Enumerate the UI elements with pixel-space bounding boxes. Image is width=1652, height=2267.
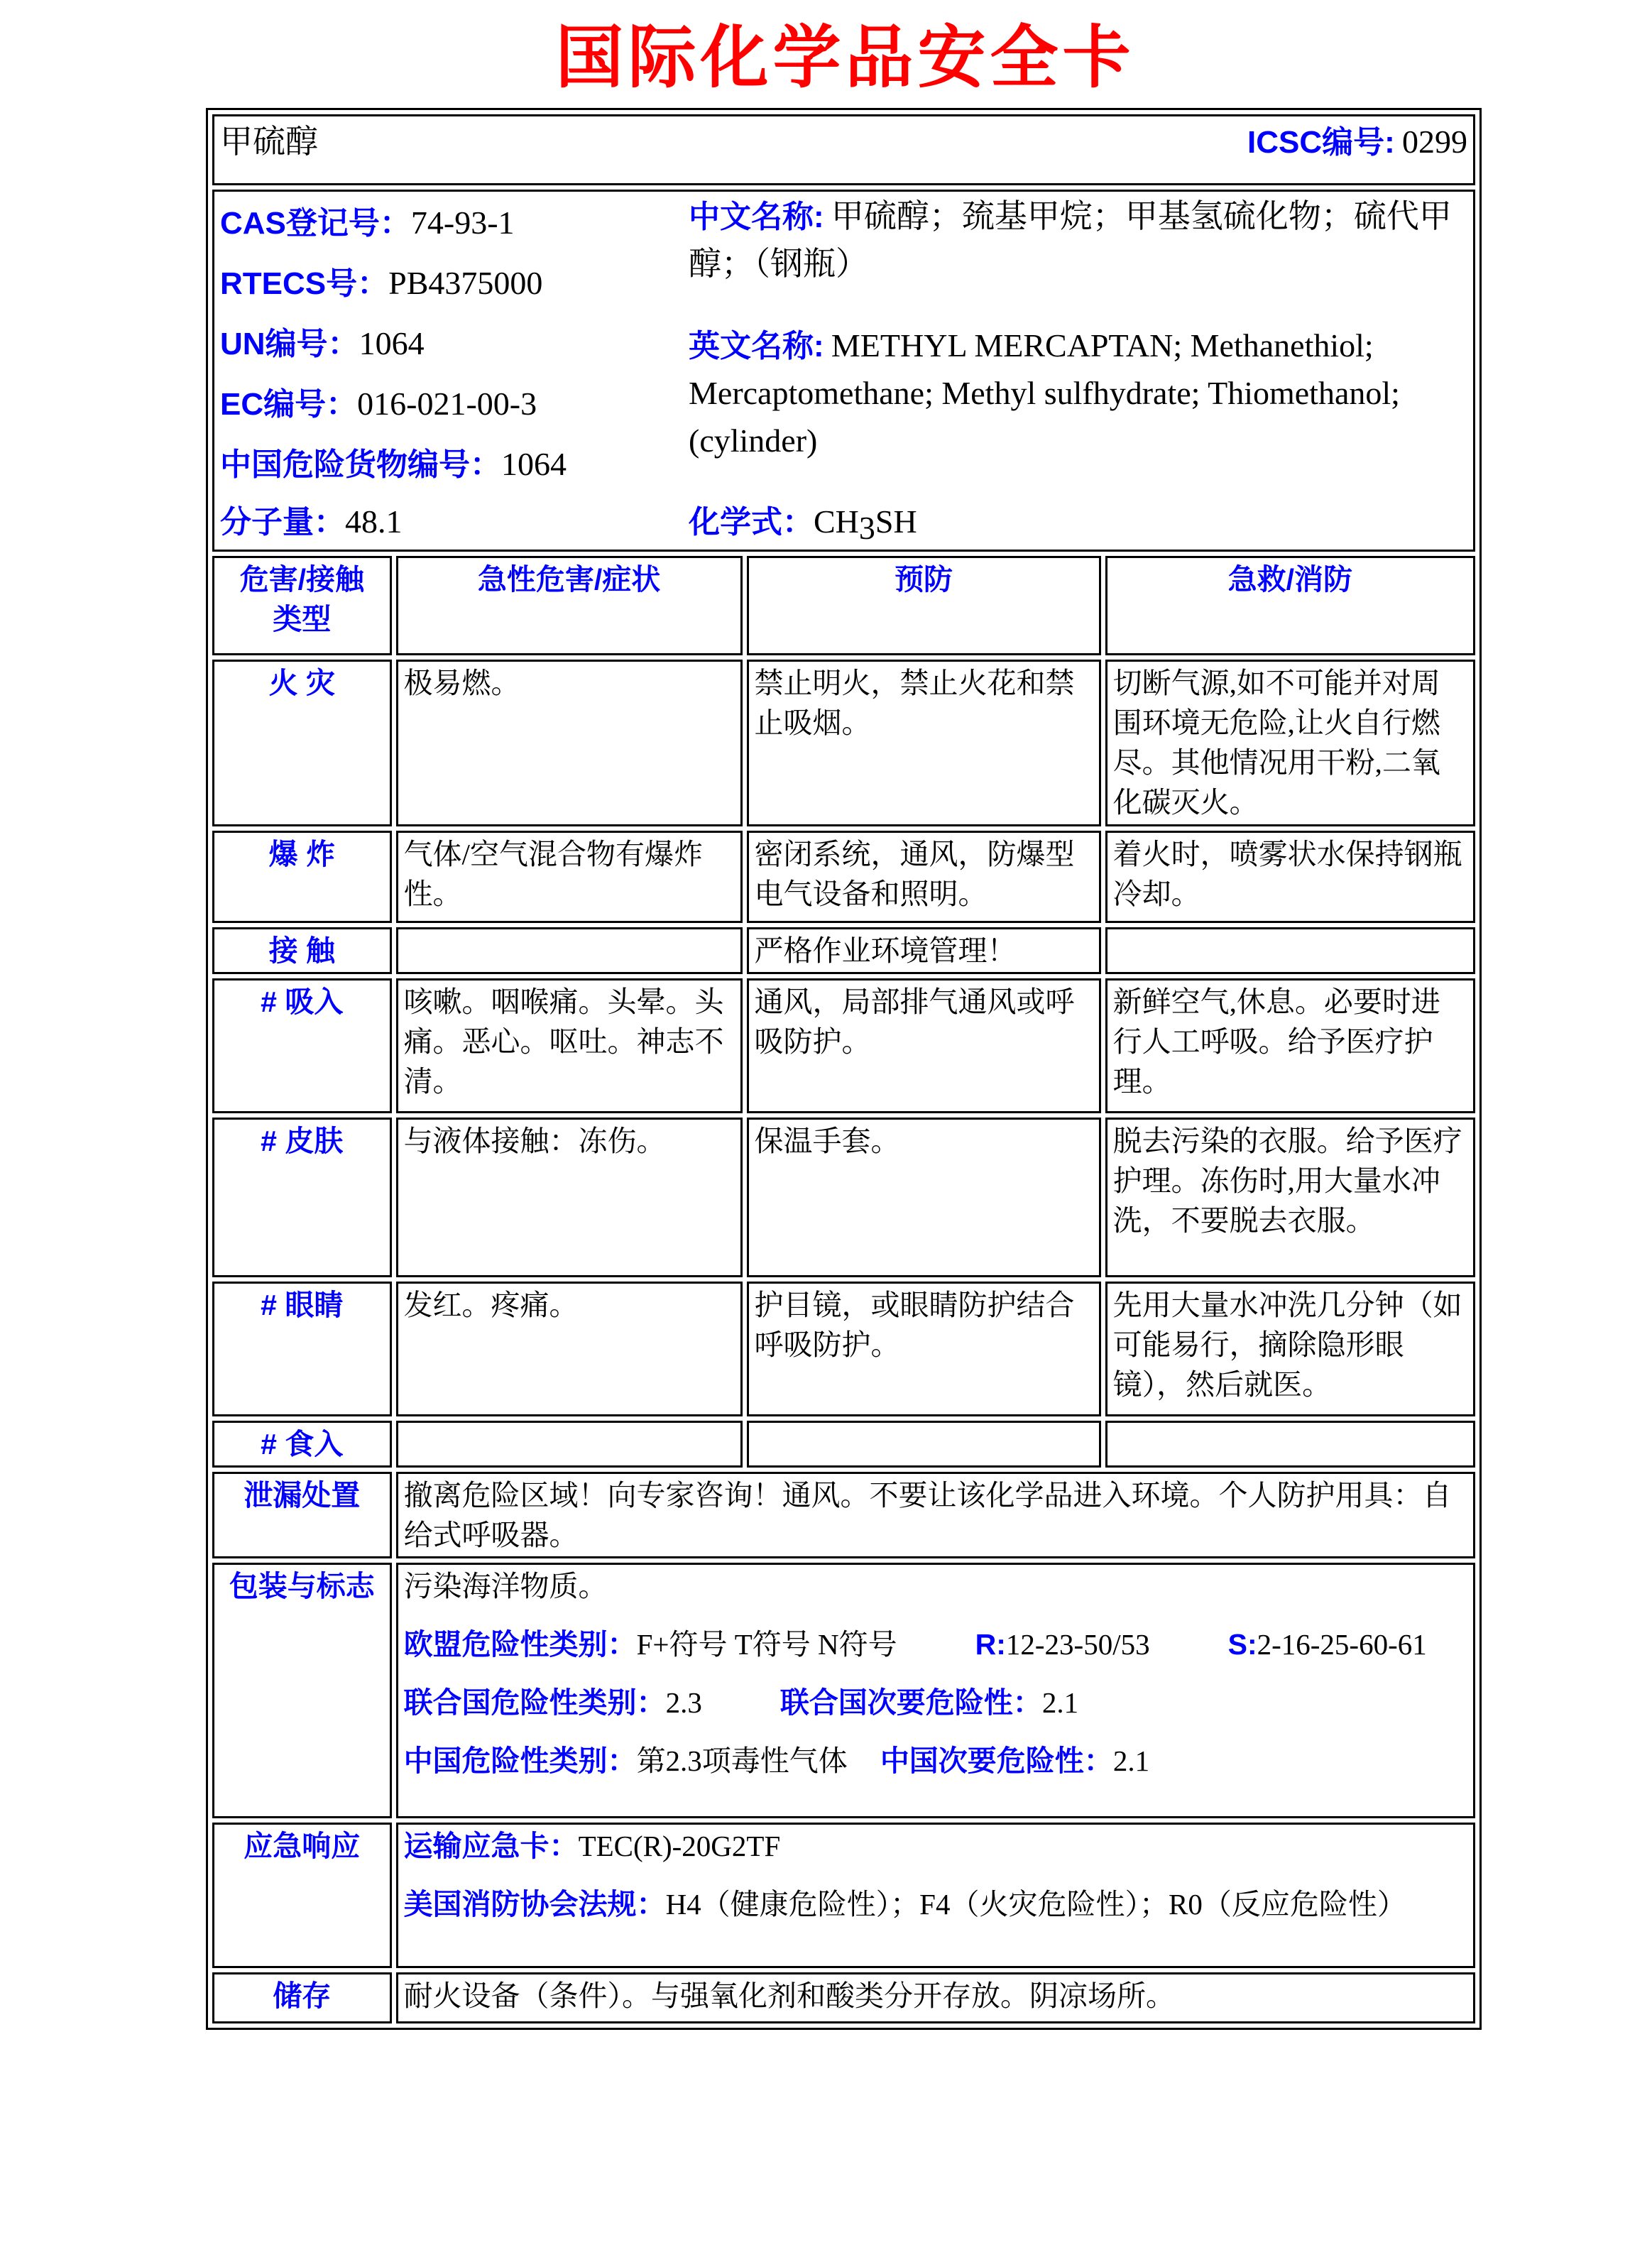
inhalation-first-aid: 新鲜空气,休息。必要时进行人工呼吸。给予医疗护理。 [1105,978,1475,1113]
rtecs-number: RTECS号：PB4375000 [220,265,543,301]
eyes-symptoms: 发红。疼痛。 [396,1282,743,1416]
exposure-first-aid [1105,927,1475,974]
english-names: 英文名称: METHYL MERCAPTAN; Methanethiol; Mercaptomethane; Methyl sulfhydrate; Thiomethanol; (cylinder) [689,327,1400,459]
hazard-row-inhalation [212,978,1475,1113]
explosion-prevention: 密闭系统，通风，防爆型电气设备和照明。 [747,831,1101,923]
explosion-first-aid: 着火时，喷雾状水保持钢瓶冷却。 [1105,831,1475,923]
section-label-packaging: 包装与标志 [212,1563,392,1818]
china-dg-number: 中国危险货物编号：1064 [220,446,567,482]
molecular-info [220,502,1467,548]
registry-numbers [220,193,689,495]
un-hazard-class-line: 联合国危险性类别：2.3 联合国次要危险性：2.1 [403,1686,1079,1720]
transport-emergency-card-line: 运输应急卡：TEC(R)-20G2TF [403,1830,781,1863]
packaging-content [396,1563,1475,1818]
hazard-row-exposure [212,927,1475,974]
section-row-spill [212,1472,1475,1558]
exposure-prevention: 严格作业环境管理！ [747,927,1101,974]
section-label-emergency: 应急响应 [212,1823,392,1968]
icsc-number-group [1247,122,1467,163]
hazard-row-ingestion [212,1421,1475,1468]
hazard-label-explosion: 爆 炸 [212,831,392,923]
fire-symptoms: 极易燃。 [396,660,743,826]
hazard-label-ingestion: # 食入 [212,1421,392,1468]
substance-names [689,193,1467,495]
hazard-label-inhalation: # 吸入 [212,978,392,1113]
col-header-hazard-type: 危害/接触 类型 [212,556,392,655]
chinese-names: 中文名称: 甲硫醇；巯基甲烷；甲基氢硫化物；硫代甲醇；（钢瓶） [689,198,1452,282]
nfpa-code-line: 美国消防协会法规：H4（健康危险性）；F4（火灾危险性）；R0（反应危险性） [403,1888,1406,1921]
ingestion-prevention [747,1421,1101,1468]
chemical-formula: 化学式：$CH_3SH$ [689,503,917,547]
hazard-row-fire [212,660,1475,826]
section-row-packaging [212,1563,1475,1818]
skin-first-aid: 脱去污染的衣服。给予医疗护理。冻伤时,用大量水冲洗，不要脱去衣服。 [1105,1118,1475,1277]
icsc-number-value: 0299 [1402,124,1467,160]
col-header-first-aid: 急救/消防 [1105,556,1475,655]
fire-prevention: 禁止明火，禁止火花和禁止吸烟。 [747,660,1101,826]
hazard-header-row [212,556,1475,655]
skin-prevention: 保温手套。 [747,1118,1101,1277]
icsc-card-table [206,108,1482,2030]
ingestion-symptoms [396,1421,743,1468]
ec-number: EC编号：016-021-00-3 [220,386,537,422]
molecular-weight: 分子量：48.1 [220,503,403,540]
explosion-symptoms: 气体/空气混合物有爆炸性。 [396,831,743,923]
marine-pollutant-note: 污染海洋物质。 [403,1570,608,1603]
section-row-storage [212,1972,1475,2023]
eyes-prevention: 护目镜，或眼睛防护结合呼吸防护。 [747,1282,1101,1416]
skin-symptoms: 与液体接触：冻伤。 [396,1118,743,1277]
hazard-label-skin: # 皮肤 [212,1118,392,1277]
col-header-symptoms: 急性危害/症状 [396,556,743,655]
storage-content: 耐火设备（条件）。与强氧化剂和酸类分开存放。阴凉场所。 [396,1972,1475,2023]
eu-hazard-class-line: 欧盟危险性类别：F+符号 T符号 N符号 R:12-23-50/53 S:2-16-25-60-61 [403,1628,1427,1661]
un-number: UN编号：1064 [220,325,425,361]
hazard-row-eyes [212,1282,1475,1416]
spill-content: 撤离危险区域！向专家咨询！通风。不要让该化学品进入环境。个人防护用具：自给式呼吸器。 [396,1472,1475,1558]
inhalation-prevention: 通风，局部排气通风或呼吸防护。 [747,978,1101,1113]
hazard-label-exposure: 接 触 [212,927,392,974]
section-label-spill: 泄漏处置 [212,1472,392,1558]
icsc-number-label: ICSC编号: [1247,125,1395,160]
emergency-content [396,1823,1475,1968]
substance-name: 甲硫醇 [220,124,318,160]
page-title: 国际化学品安全卡 [555,20,1135,96]
eyes-first-aid: 先用大量水冲洗几分钟（如可能易行，摘除隐形眼镜），然后就医。 [1105,1282,1475,1416]
hazard-label-eyes: # 眼睛 [212,1282,392,1416]
identity-row [212,190,1475,552]
inhalation-symptoms: 咳嗽。咽喉痛。头晕。头痛。恶心。呕吐。神志不清。 [396,978,743,1113]
fire-first-aid: 切断气源,如不可能并对周围环境无危险,让火自行燃尽。其他情况用干粉,二氧化碳灭火。 [1105,660,1475,826]
exposure-symptoms [396,927,743,974]
ingestion-first-aid [1105,1421,1475,1468]
hazard-label-fire: 火 灾 [212,660,392,826]
cn-hazard-class-line: 中国危险性类别：第2.3项毒性气体 中国次要危险性：2.1 [403,1744,1150,1778]
hazard-row-skin [212,1118,1475,1277]
section-row-emergency [212,1823,1475,1968]
section-label-storage: 储存 [212,1972,392,2023]
col-header-prevention: 预防 [747,556,1101,655]
cas-number: CAS登记号：74-93-1 [220,204,515,241]
header-row [212,114,1475,185]
hazard-row-explosion [212,831,1475,923]
